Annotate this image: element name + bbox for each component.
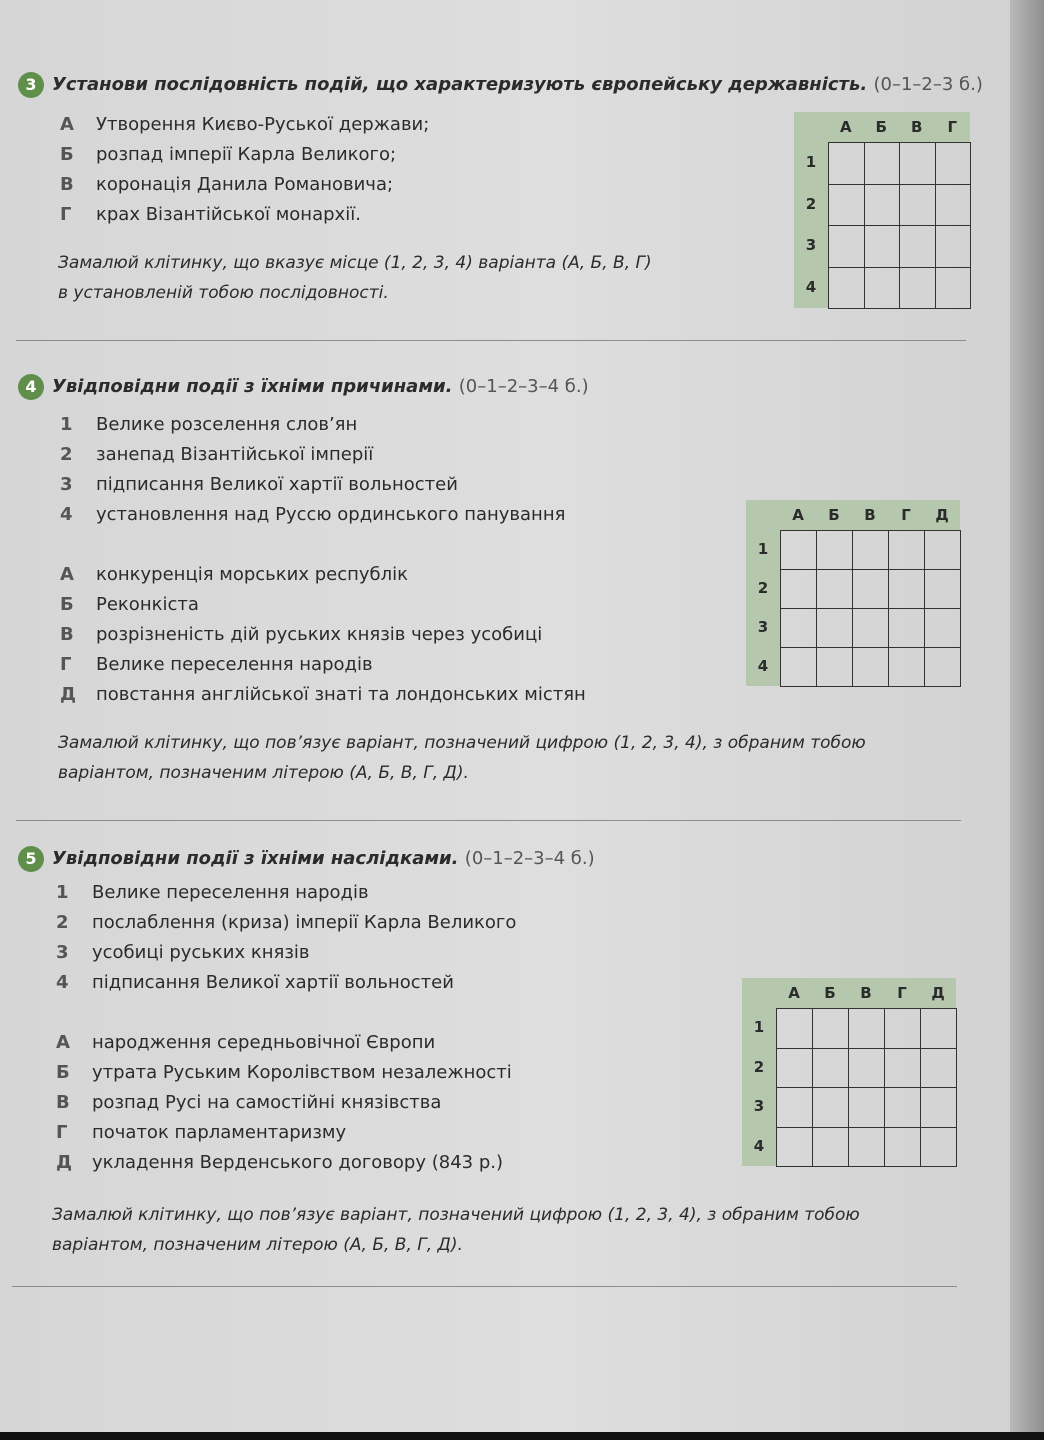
grid-cell[interactable] xyxy=(889,531,925,570)
grid-cell[interactable] xyxy=(817,531,853,570)
task5-event-3: 3 усобиці руських князів xyxy=(56,942,310,963)
task5-grid-col-label: А xyxy=(788,984,800,1002)
task4-grid-row-label: 2 xyxy=(757,579,769,597)
bottom-bar xyxy=(0,1432,1044,1440)
grid-cell[interactable] xyxy=(885,1009,921,1049)
grid-cell[interactable] xyxy=(921,1009,957,1049)
grid-cell[interactable] xyxy=(900,268,936,310)
task3-option-g: Г крах Візантійської монархії. xyxy=(60,204,361,225)
grid-cell[interactable] xyxy=(865,226,901,268)
grid-cell[interactable] xyxy=(889,609,925,648)
grid-cell[interactable] xyxy=(885,1088,921,1128)
task3-grid-row-label: 4 xyxy=(805,277,817,296)
task4-title: Увідповідни події з їхніми причинами. xyxy=(52,376,453,397)
task5-consequence-a: А народження середньовічної Європи xyxy=(56,1032,436,1053)
task4-cause-g: Г Велике переселення народів xyxy=(60,654,373,675)
task3-grid-row-label: 3 xyxy=(805,236,817,254)
task4-grid-header xyxy=(746,500,960,530)
task4-grid-row-label: 1 xyxy=(757,540,769,558)
grid-cell[interactable] xyxy=(900,143,936,185)
grid-cell[interactable] xyxy=(817,570,853,609)
grid-cell[interactable] xyxy=(900,185,936,227)
grid-cell[interactable] xyxy=(817,609,853,648)
task3-option-a: А Утворення Києво-Руської держави; xyxy=(60,114,430,135)
grid-cell[interactable] xyxy=(829,185,865,227)
task5-title: Увідповідни події з їхніми наслідками. xyxy=(52,848,459,869)
task5-event-4: 4 підписання Великої хартії вольностей xyxy=(56,972,454,993)
task4-grid-col-label: Б xyxy=(828,506,840,524)
grid-cell[interactable] xyxy=(849,1009,885,1049)
task5-consequence-g: Г початок парламентаризму xyxy=(56,1122,347,1143)
task5-grid-row-label: 1 xyxy=(753,1018,765,1036)
task4-answer-grid xyxy=(746,500,960,686)
task3-option-v: В коронація Данила Романовича; xyxy=(60,174,394,195)
task5-grid-cells xyxy=(776,1008,957,1167)
task5-consequence-b: Б утрата Руським Королівством незалежності xyxy=(56,1062,512,1083)
task3-instruction: Замалюй клітинку, що вказує місце (1, 2, 3, 4) варіанта (А, Б, В, Г) в установленій тобою послідовності. xyxy=(58,253,652,303)
grid-cell[interactable] xyxy=(936,143,972,185)
task4-cause-d: Д повстання англійської знаті та лондонських містян xyxy=(60,684,586,705)
grid-cell[interactable] xyxy=(781,570,817,609)
grid-cell[interactable] xyxy=(853,570,889,609)
task5-event-2: 2 послаблення (криза) імперії Карла Великого xyxy=(56,912,517,933)
task4-event-2: 2 занепад Візантійської імперії xyxy=(60,444,374,465)
task3-grid-col-label: В xyxy=(911,118,923,136)
grid-cell[interactable] xyxy=(853,531,889,570)
grid-cell[interactable] xyxy=(936,185,972,227)
task4-grid-col-label: В xyxy=(864,506,876,524)
task4-event-1: 1 Велике розселення слов’ян xyxy=(60,414,358,435)
grid-cell[interactable] xyxy=(921,1049,957,1089)
task3-grid-side xyxy=(794,142,828,308)
task3-title: Установи послідовність подій, що характеризують європейську державність. xyxy=(52,74,868,95)
task5-consequence-v: В розпад Русі на самостійні князівства xyxy=(56,1092,442,1113)
grid-cell[interactable] xyxy=(829,268,865,310)
grid-cell[interactable] xyxy=(936,268,972,310)
task5-score: (0–1–2–3–4 б.) xyxy=(464,848,595,869)
grid-cell[interactable] xyxy=(853,609,889,648)
task4-cause-a: А конкуренція морських республік xyxy=(60,564,409,585)
task3-answer-grid xyxy=(794,112,970,308)
task3-grid-row-label: 1 xyxy=(805,153,817,171)
grid-cell[interactable] xyxy=(921,1088,957,1128)
task5-number-badge: 5 xyxy=(18,846,44,872)
grid-cell[interactable] xyxy=(925,531,961,570)
task5-consequence-d: Д укладення Верденського договору (843 р.) xyxy=(56,1152,504,1173)
task3-separator xyxy=(16,340,966,341)
task5-event-1: 1 Велике переселення народів xyxy=(56,882,369,903)
task5-grid-side xyxy=(742,1008,776,1166)
grid-cell[interactable] xyxy=(817,648,853,687)
grid-cell[interactable] xyxy=(921,1128,957,1168)
task3-grid-cells xyxy=(828,142,971,309)
task5-grid-col-label: В xyxy=(860,984,872,1002)
task3-grid-col-label: А xyxy=(839,118,852,136)
grid-cell[interactable] xyxy=(925,570,961,609)
task4-event-3: 3 підписання Великої хартії вольностей xyxy=(60,474,458,495)
task5-grid-col-label: Б xyxy=(824,984,836,1002)
grid-cell[interactable] xyxy=(925,648,961,687)
grid-cell[interactable] xyxy=(781,648,817,687)
grid-cell[interactable] xyxy=(849,1049,885,1089)
grid-cell[interactable] xyxy=(777,1088,813,1128)
task4-grid-row-label: 4 xyxy=(757,657,769,675)
task4-event-4: 4 установлення над Руссю ординського панування xyxy=(60,504,566,525)
grid-cell[interactable] xyxy=(865,268,901,310)
grid-cell[interactable] xyxy=(781,609,817,648)
task3-grid-col-label: Г xyxy=(947,118,958,136)
task5-answer-grid xyxy=(742,978,956,1166)
task5-heading xyxy=(18,846,595,872)
grid-cell[interactable] xyxy=(885,1128,921,1168)
task4-grid-row-label: 3 xyxy=(757,618,769,636)
grid-cell[interactable] xyxy=(885,1049,921,1089)
task4-grid-col-label: А xyxy=(792,506,804,524)
task5-grid-row-label: 3 xyxy=(753,1097,765,1115)
task5-instruction: Замалюй клітинку, що пов’язує варіант, позначений цифрою (1, 2, 3, 4), з обраним тобою варіантом, позначеним літерою (А, Б, В, Г, Д). xyxy=(52,1205,860,1255)
task5-grid-row-label: 4 xyxy=(753,1136,765,1155)
task4-heading xyxy=(18,374,589,400)
task3-heading xyxy=(18,72,983,98)
task4-number-badge: 4 xyxy=(18,374,44,400)
grid-cell[interactable] xyxy=(849,1128,885,1168)
task3-grid-row-label: 2 xyxy=(805,194,817,213)
grid-cell[interactable] xyxy=(829,226,865,268)
task4-cause-b: Б Реконкіста xyxy=(60,594,199,615)
grid-cell[interactable] xyxy=(813,1128,849,1168)
grid-cell[interactable] xyxy=(865,185,901,227)
task3-score: (0–1–2–3 б.) xyxy=(873,74,983,95)
grid-cell[interactable] xyxy=(925,609,961,648)
task3-number-badge: 3 xyxy=(18,72,44,98)
page-edge-shadow xyxy=(1010,0,1044,1432)
task5-grid-col-label: Д xyxy=(931,984,945,1002)
grid-cell[interactable] xyxy=(849,1088,885,1128)
task4-score: (0–1–2–3–4 б.) xyxy=(458,376,589,397)
grid-cell[interactable] xyxy=(781,531,817,570)
grid-cell[interactable] xyxy=(853,648,889,687)
task5-separator xyxy=(12,1286,957,1287)
task4-separator xyxy=(16,820,961,821)
grid-cell[interactable] xyxy=(889,648,925,687)
task4-grid-side xyxy=(746,530,780,686)
task3-grid-header xyxy=(794,112,970,142)
grid-cell[interactable] xyxy=(889,570,925,609)
grid-cell[interactable] xyxy=(936,226,972,268)
task4-grid-col-label: Д xyxy=(935,506,949,524)
grid-cell[interactable] xyxy=(813,1088,849,1128)
task4-instruction: Замалюй клітинку, що пов’язує варіант, позначений цифрою (1, 2, 3, 4), з обраним тобою варіантом, позначеним літерою (А, Б, В, Г, Д). xyxy=(58,733,866,783)
task5-grid-col-label: Г xyxy=(897,984,907,1002)
task4-grid-cells xyxy=(780,530,961,687)
task3-option-b: Б розпад імперії Карла Великого; xyxy=(60,144,397,165)
grid-cell[interactable] xyxy=(900,226,936,268)
grid-cell[interactable] xyxy=(777,1128,813,1168)
task5-grid-row-label: 2 xyxy=(753,1057,765,1076)
grid-cell[interactable] xyxy=(777,1049,813,1089)
grid-cell[interactable] xyxy=(813,1009,849,1049)
grid-cell[interactable] xyxy=(813,1049,849,1089)
grid-cell[interactable] xyxy=(777,1009,813,1049)
task4-grid-col-label: Г xyxy=(901,506,911,524)
grid-cell[interactable] xyxy=(829,143,865,185)
grid-cell[interactable] xyxy=(865,143,901,185)
task4-cause-v: В розрізненість дій руських князів через усобиці xyxy=(60,624,543,645)
task3-grid-col-label: Б xyxy=(875,118,887,136)
task5-grid-header xyxy=(742,978,956,1008)
